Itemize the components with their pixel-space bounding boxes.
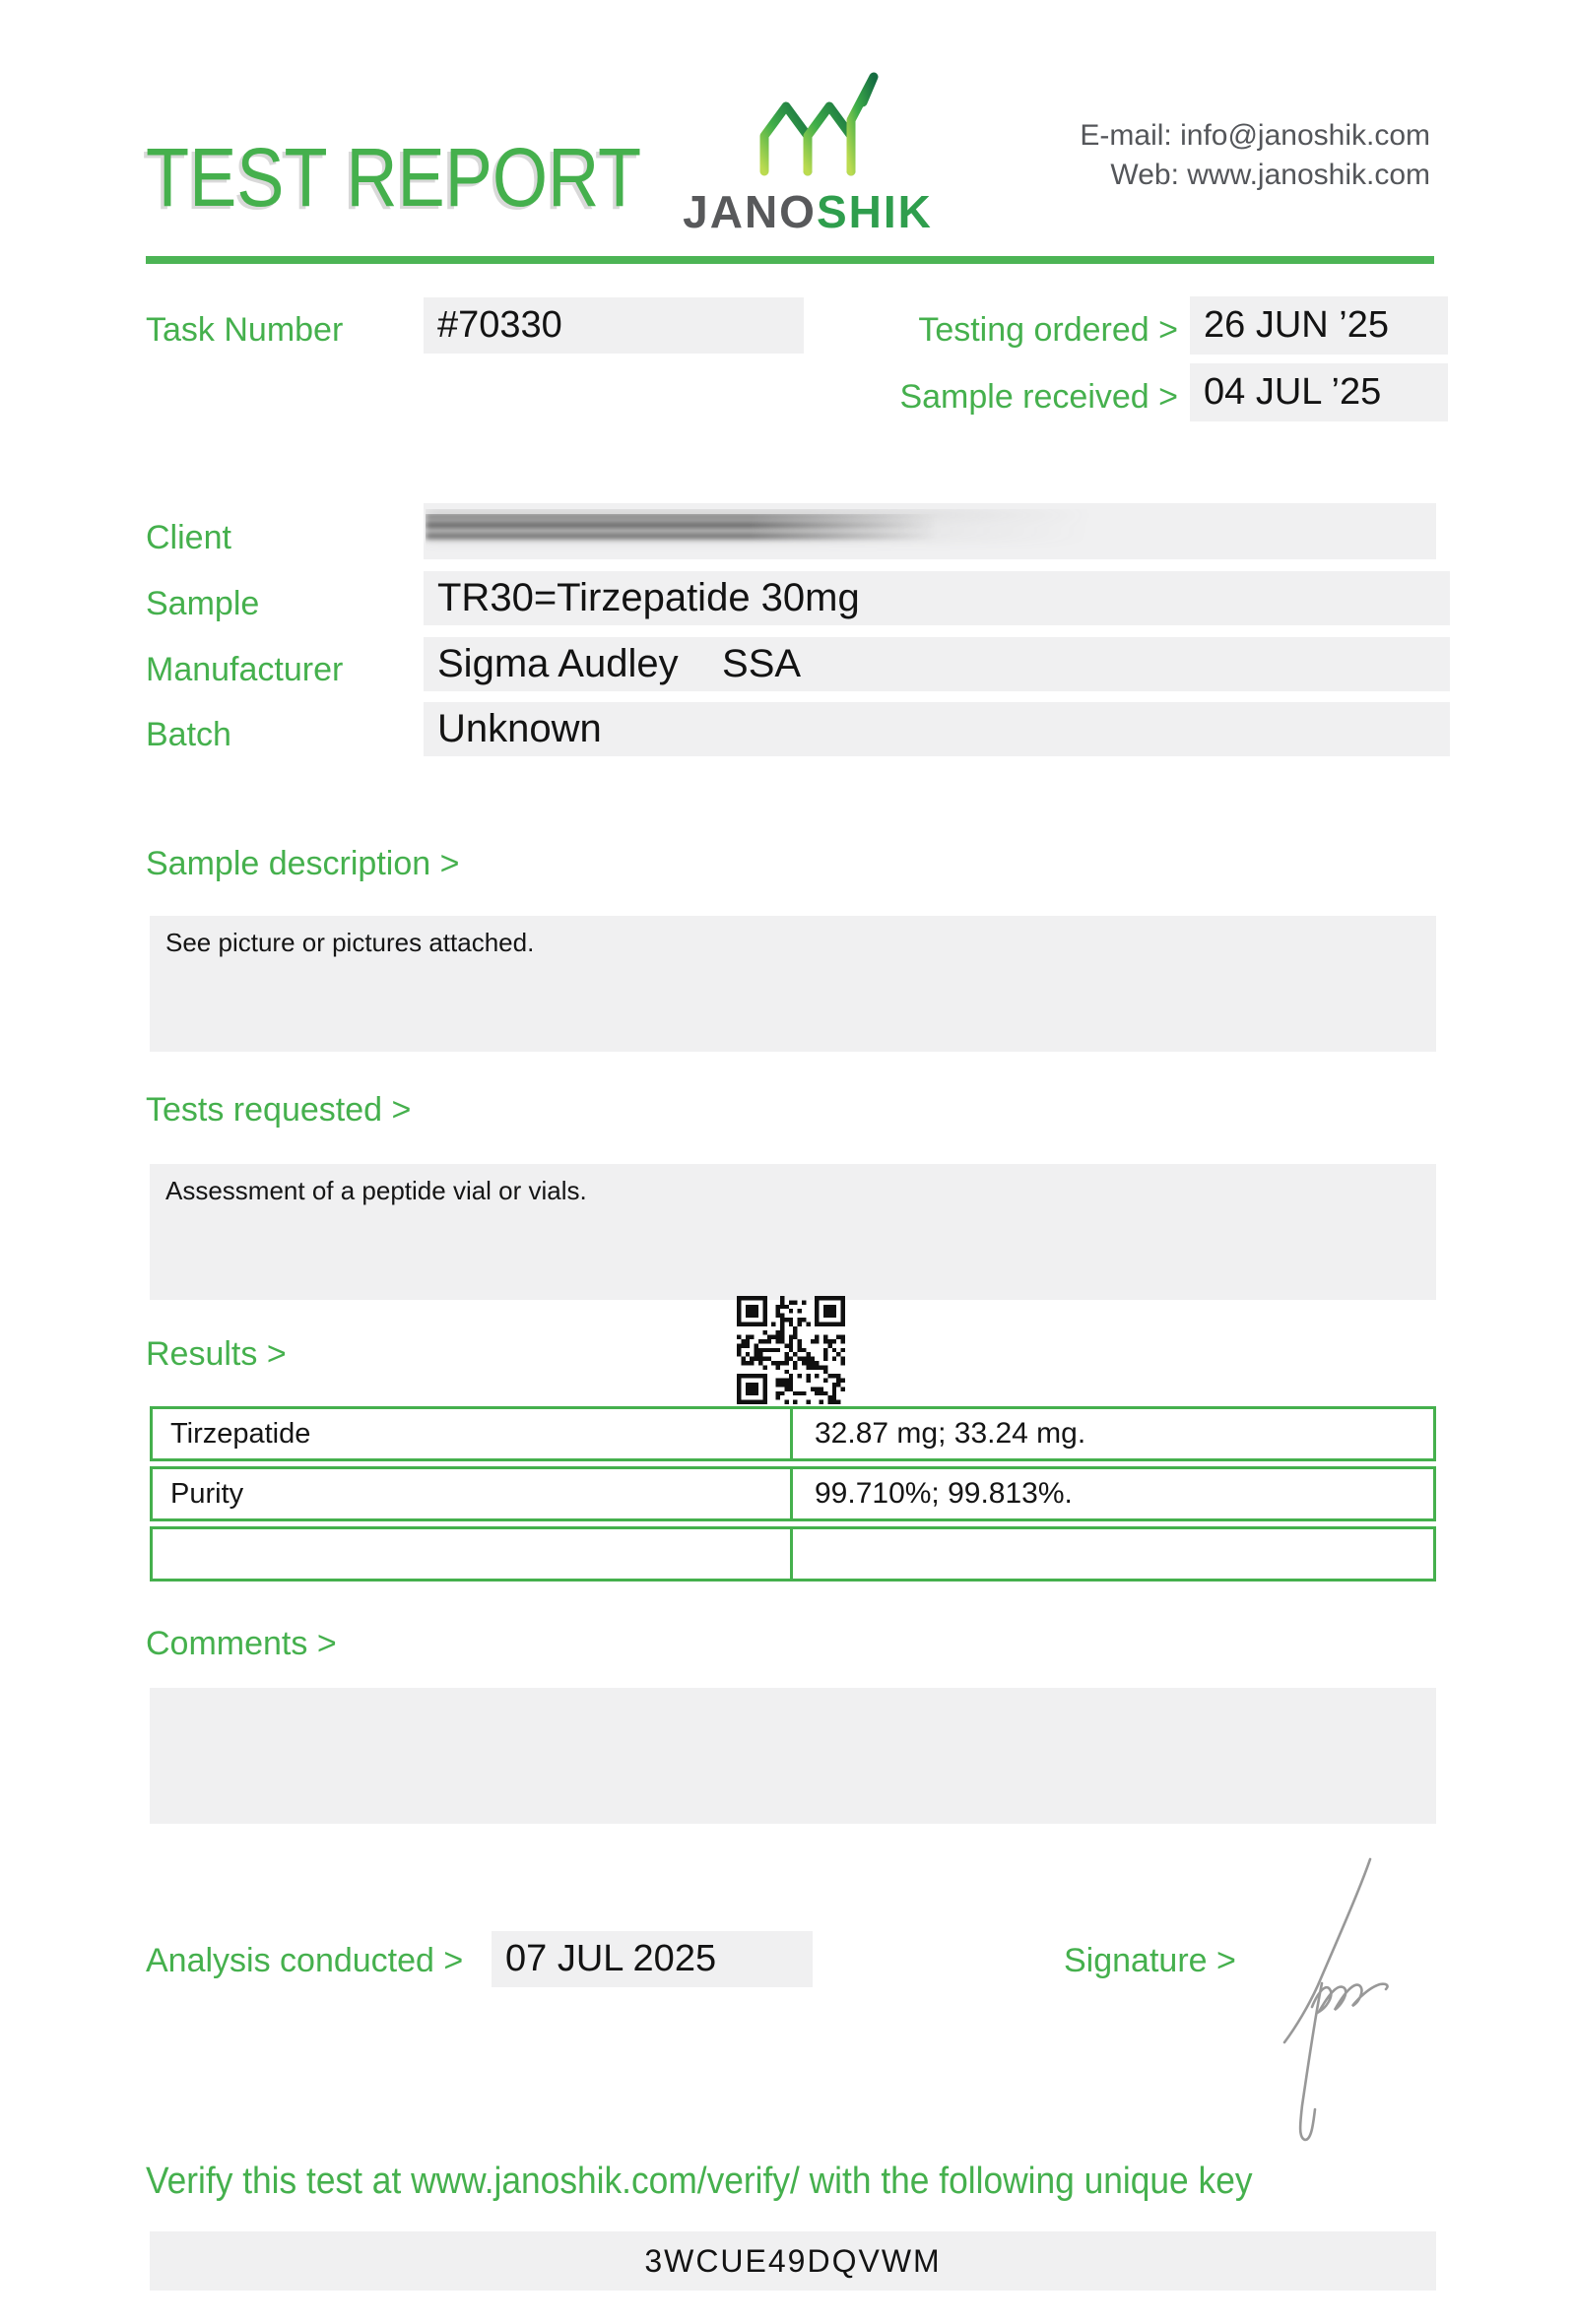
tests-requested-box	[150, 1164, 1436, 1300]
unique-key-value: 3WCUE49DQVWM	[644, 2242, 942, 2279]
comments-heading: Comments >	[146, 1625, 337, 1662]
qr-code-icon	[737, 1296, 845, 1404]
result-value	[793, 1529, 1433, 1579]
testing-ordered-label: Testing ordered >	[918, 311, 1178, 349]
task-number-value: #70330	[424, 297, 804, 354]
header-divider	[146, 256, 1434, 264]
batch-value: Unknown	[424, 702, 1450, 756]
signature-label: Signature >	[1064, 1942, 1236, 1979]
result-value: 32.87 mg; 33.24 mg.	[815, 1417, 1086, 1450]
client-value-redacted	[424, 503, 1436, 559]
results-table	[150, 1406, 1436, 1586]
contact-block	[1080, 116, 1430, 195]
sample-description-box	[150, 916, 1436, 1052]
comments-box	[150, 1688, 1436, 1824]
tests-requested-heading: Tests requested >	[146, 1091, 412, 1129]
signature-scribble	[1269, 1847, 1416, 2143]
contact-email: E-mail: info@janoshik.com	[1080, 119, 1430, 152]
tests-requested-text: Assessment of a peptide vial or vials.	[165, 1176, 587, 1205]
result-name: Purity	[153, 1469, 793, 1518]
table-row	[150, 1466, 1436, 1521]
contact-web: Web: www.janoshik.com	[1110, 159, 1430, 191]
table-row	[150, 1526, 1436, 1582]
result-name: Tirzepatide	[153, 1409, 793, 1458]
analysis-date-value: 07 JUL 2025	[492, 1931, 813, 1987]
brand-wordmark	[680, 185, 936, 238]
sample-received-label: Sample received >	[899, 378, 1178, 416]
task-number-label: Task Number	[146, 311, 344, 349]
sample-received-value: 04 JUL ’25	[1190, 363, 1448, 421]
logo-chart-icon	[756, 63, 885, 179]
brand-left: JANO	[683, 186, 817, 237]
result-name	[153, 1529, 793, 1579]
testing-ordered-value: 26 JUN ’25	[1190, 296, 1448, 355]
sample-description-heading: Sample description >	[146, 845, 460, 882]
redaction-smudge	[424, 503, 1436, 559]
verify-instruction: Verify this test at www.janoshik.com/verify/ with the following unique key	[146, 2161, 1253, 2202]
client-label: Client	[146, 519, 231, 556]
analysis-conducted-label: Analysis conducted >	[146, 1942, 464, 1979]
sample-description-text: See picture or pictures attached.	[165, 928, 535, 957]
sample-value: TR30=Tirzepatide 30mg	[424, 571, 1450, 625]
brand-right: SHIK	[816, 186, 933, 237]
page-title: TEST REPORT	[146, 131, 642, 224]
redaction-smudge-dark	[426, 514, 948, 548]
table-row	[150, 1406, 1436, 1461]
manufacturer-label: Manufacturer	[146, 651, 344, 688]
manufacturer-value: Sigma Audley SSA	[424, 637, 1450, 691]
unique-key-box	[150, 2231, 1436, 2291]
result-value: 99.710%; 99.813%.	[815, 1477, 1073, 1510]
results-heading: Results >	[146, 1335, 287, 1373]
batch-label: Batch	[146, 716, 231, 753]
sample-label: Sample	[146, 585, 260, 622]
